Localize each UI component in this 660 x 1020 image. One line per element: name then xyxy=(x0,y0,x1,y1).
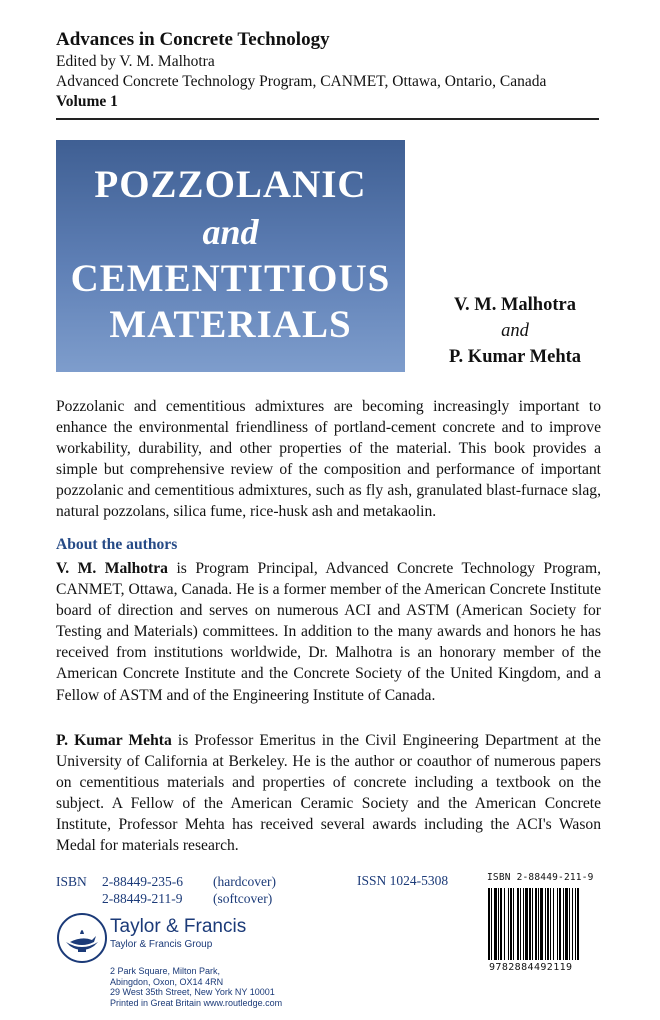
cover-title-panel xyxy=(56,140,405,372)
author-bio-malhotra xyxy=(56,558,601,706)
cover-title-line-4: MATERIALS xyxy=(109,303,352,346)
barcode-bar xyxy=(575,888,576,960)
bio-text-mehta: is Professor Emeritus in the Civil Engineering Department at the University of California at Berkeley. He is the author or coauthor of numerous papers on cementitious materials and properties of concrete including a textbook on the subject. A Fellow of the American Ceramic Society and the American Concrete Institute, Professor Mehta has received several awards including the ACI's Wason Medal for materials research. xyxy=(56,732,601,855)
barcode-bar xyxy=(498,888,499,960)
series-header xyxy=(56,28,601,112)
barcode-bar xyxy=(553,888,554,960)
series-title: Advances in Concrete Technology xyxy=(56,29,330,50)
barcode-bar xyxy=(540,888,543,960)
isbn-barcode xyxy=(487,872,611,984)
barcode-bar xyxy=(535,888,537,960)
publisher-address xyxy=(110,966,282,1008)
address-line: Abingdon, Oxon, OX14 4RN xyxy=(110,976,224,987)
isbn-hardcover-label: (hardcover) xyxy=(213,874,276,889)
header-rule xyxy=(56,118,599,120)
barcode-bar xyxy=(504,888,505,960)
address-line: 29 West 35th Street, New York NY 10001 xyxy=(110,987,275,997)
barcode-bar xyxy=(520,888,521,960)
series-program: Advanced Concrete Technology Program, CANMET, Ottawa, Ontario, Canada xyxy=(56,73,547,90)
barcode-bar xyxy=(513,888,514,960)
lamp-logo-icon xyxy=(56,912,108,964)
author-1: V. M. Malhotra xyxy=(454,295,576,315)
bio-text-malhotra: is Program Principal, Advanced Concrete Technology Program, CANMET, Ottawa, Canada. He is a former member of the American Concrete Institute board of direction and serves on numerous ACI and ASTM (American Society for Testing and Materials) committees. In addition to the many awards and honors he has received from institutions worldwide, Dr. Malhotra is an honorary member of the American Concrete Institute and the Concrete Society of the United Kingdom, and a Fellow of ASTM and of the Engineering Institute of Canada. xyxy=(56,560,602,704)
barcode-bar xyxy=(508,888,509,960)
bio-name-malhotra: V. M. Malhotra xyxy=(56,560,168,577)
address-line: Printed in Great Britain www.routledge.com xyxy=(110,997,283,1008)
barcode-bar xyxy=(525,888,528,960)
isbn-softcover-label: (softcover) xyxy=(213,891,273,906)
publisher-name: Taylor & Francis xyxy=(110,916,247,937)
book-description: Pozzolanic and cementitious admixtures are becoming increasingly important to enhance the environmental friendliness of portland-cement concrete and to improve workability, durability, and other properties of the material. This book provides a simple but comprehensive review of the composition and performance of important pozzolanic and cementitious admixtures, such as fly ash, granulated blast-furnace slag, natural pozzolans, silica fume, rice-husk ash and metakaolin. xyxy=(56,398,601,521)
barcode-bar xyxy=(569,888,570,960)
barcode-bar xyxy=(547,888,549,960)
barcode-bars xyxy=(487,888,611,964)
barcode-bar xyxy=(565,888,568,960)
barcode-bar xyxy=(494,888,497,960)
isbn-hardcover-number: 2-88449-235-6 xyxy=(102,874,183,889)
cover-title-line-1: POZZOLANIC xyxy=(94,163,367,206)
book-authors xyxy=(420,292,610,370)
barcode-bar xyxy=(572,888,573,960)
publisher-group: Taylor & Francis Group xyxy=(110,939,213,950)
issn: ISSN 1024-5308 xyxy=(357,873,449,888)
author-2: P. Kumar Mehta xyxy=(448,347,582,367)
barcode-bar xyxy=(577,888,579,960)
barcode-bar xyxy=(563,888,564,960)
barcode-bar xyxy=(491,888,492,960)
barcode-bar xyxy=(532,888,533,960)
barcode-bar xyxy=(523,888,524,960)
isbn-label: ISBN xyxy=(56,874,87,889)
authors-and: and xyxy=(501,321,529,341)
barcode-bar xyxy=(550,888,551,960)
cover-title-line-3: CEMENTITIOUS xyxy=(70,257,391,300)
bio-name-mehta: P. Kumar Mehta xyxy=(56,732,172,749)
address-line: 2 Park Square, Milton Park, xyxy=(110,966,221,976)
barcode-bar xyxy=(559,888,561,960)
cover-title-and: and xyxy=(202,212,259,252)
barcode-bar xyxy=(529,888,531,960)
series-editor: Edited by V. M. Malhotra xyxy=(56,53,215,70)
barcode-bar xyxy=(500,888,502,960)
barcode-bar xyxy=(488,888,490,960)
publisher-block xyxy=(110,916,246,951)
barcode-number: 9782884492119 xyxy=(489,962,573,973)
author-bio-mehta xyxy=(56,730,601,857)
series-volume: Volume 1 xyxy=(56,93,118,110)
isbn-softcover-number: 2-88449-211-9 xyxy=(102,891,183,906)
about-authors-heading: About the authors xyxy=(56,536,178,553)
barcode-bar xyxy=(517,888,519,960)
barcode-bar xyxy=(538,888,539,960)
barcode-bar xyxy=(557,888,558,960)
barcode-bar xyxy=(510,888,512,960)
barcode-isbn-text: ISBN 2-88449-211-9 xyxy=(487,872,594,883)
barcode-bar xyxy=(545,888,546,960)
